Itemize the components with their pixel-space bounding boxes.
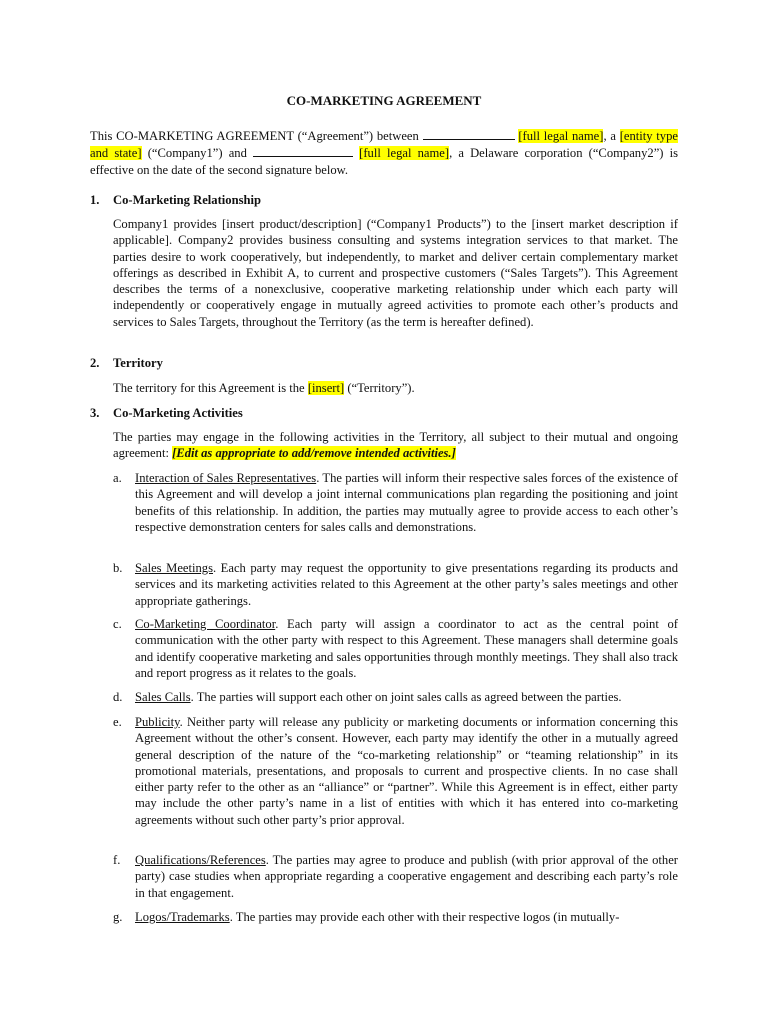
list-item-body: . Each party may request the opportunity to give presentations regarding its products and services and its marketing activities related to this Agreement at the other party’s sales meetings and other appropriate gatherings. [135,561,678,608]
placeholder-entity-type: [entity type and state] [90,129,678,161]
list-item-title: Qualifications/References [135,853,266,867]
list-item-letter: f. [113,853,121,867]
blank-line-1 [423,127,515,140]
section-3-body [113,429,678,462]
list-item-title: Sales Calls [135,690,191,704]
list-item-letter: c. [113,617,122,631]
intro-text-4: , a Delaware corporation (“Company2”) is effective on the date of the second signature below. [90,146,679,177]
list-item-letter: e. [113,715,122,729]
list-item-text [135,689,678,705]
placeholder-edit-activities: [Edit as appropriate to add/remove intended activities.] [172,446,456,461]
section-1-title: Co-Marketing Relationship [113,193,261,207]
blank-line-2 [253,144,353,157]
list-item-text [135,616,678,681]
intro-paragraph [90,127,678,178]
list-item-title: Sales Meetings [135,561,213,575]
intro-text-3: (“Company1”) and [141,146,254,161]
section-1-number: 1. [90,193,100,207]
list-item-text [135,470,678,535]
list-item-body: . The parties will support each other on joint sales calls as agreed between the parties. [190,690,622,704]
list-item-letter: b. [113,561,123,575]
list-item-title: Logos/Trademarks [135,910,230,924]
list-item-text [135,852,678,901]
section-2-heading [90,355,678,371]
section-3-body-pre: The parties may engage in the following activities in the Territory, all subject to their mutual and ongoing agreement: [113,430,678,461]
section-2-body-post: (“Territory”). [344,381,415,395]
placeholder-full-legal-name-2: [full legal name] [359,146,450,161]
section-3-title: Co-Marketing Activities [113,406,243,420]
list-item-text [135,560,678,609]
list-item-body: . The parties will inform their respective sales forces of the existence of this Agreement and will develop a joint internal communications plan regarding the positioning and joint benefits of this relationship. In addition, the parties may mutually agree to provide access to each other’s respective demonstration centers for sales calls and demonstrations. [135,471,679,534]
list-item-text [135,714,678,828]
section-2-body-pre: The territory for this Agreement is the [113,381,308,395]
placeholder-full-legal-name-1: [full legal name] [518,129,604,143]
list-item-body: . The parties may agree to produce and publish (with prior approval of the other party) case studies when appropriate regarding a cooperative engagement and describing each party’s role in that engagement. [135,853,678,900]
section-3-number: 3. [90,406,100,420]
list-item-title: Publicity [135,715,180,729]
list-item-title: Interaction of Sales Representatives [135,471,317,485]
list-item-title: Co-Marketing Coordinator [135,617,276,631]
intro-text-2: , a [603,129,620,143]
list-item-body: . Neither party will release any publicity or marketing documents or information concerning this Agreement without the other’s consent. However, each party may identify the other in a mutually agreed general description of the nature of the “co-marketing relationship” or “teaming relationship” in its promotional materials, presentations, and proposals to current and prospective clients. In no case shall either party refer to the other as an “alliance” or “partner”. While this Agreement is in effect, either party may include the other party’s name in a list of entities with which it has entered into co-marketing agreements without such other party’s prior approval. [135,715,678,827]
intro-text-1: This CO-MARKETING AGREEMENT (“Agreement”) between [90,129,423,143]
section-2-body [113,380,678,396]
section-1-body: Company1 provides [insert product/description] (“Company1 Products”) to the [insert market description if applicable]. Company2 provides business consulting and systems integration services to that market. The parties desire to work cooperatively, but independently, to market and deliver certain complementary market offerings as described in Exhibit A, to current and prospective customers (“Sales Targets”). This Agreement describes the terms of a nonexclusive, cooperative marketing relationship under which each party will independently or cooperatively engage in mutually agreed activities to promote each other’s products and services to Sales Targets, throughout the Territory (as the term is hereafter defined). [113,217,678,329]
placeholder-insert-territory: [insert] [307,381,345,395]
list-item-letter: d. [113,690,123,704]
list-item-text [135,909,678,925]
list-item-letter: g. [113,910,123,924]
list-item-body: . Each party will assign a coordinator to act as the central point of communication with the other party with respect to this Agreement. These managers shall determine goals and identify cooperative marketing and sales opportunities through monthly meetings. They shall also track and report progress as it relates to the goals. [135,617,678,680]
section-1-heading [90,192,678,208]
section-2-number: 2. [90,356,100,370]
list-item-body: . The parties may provide each other with their respective logos (in mutually- [229,910,620,924]
section-3-heading [90,405,678,421]
document-title: CO-MARKETING AGREEMENT [286,93,482,108]
section-2-title: Territory [113,356,163,370]
list-item-letter: a. [113,471,122,485]
